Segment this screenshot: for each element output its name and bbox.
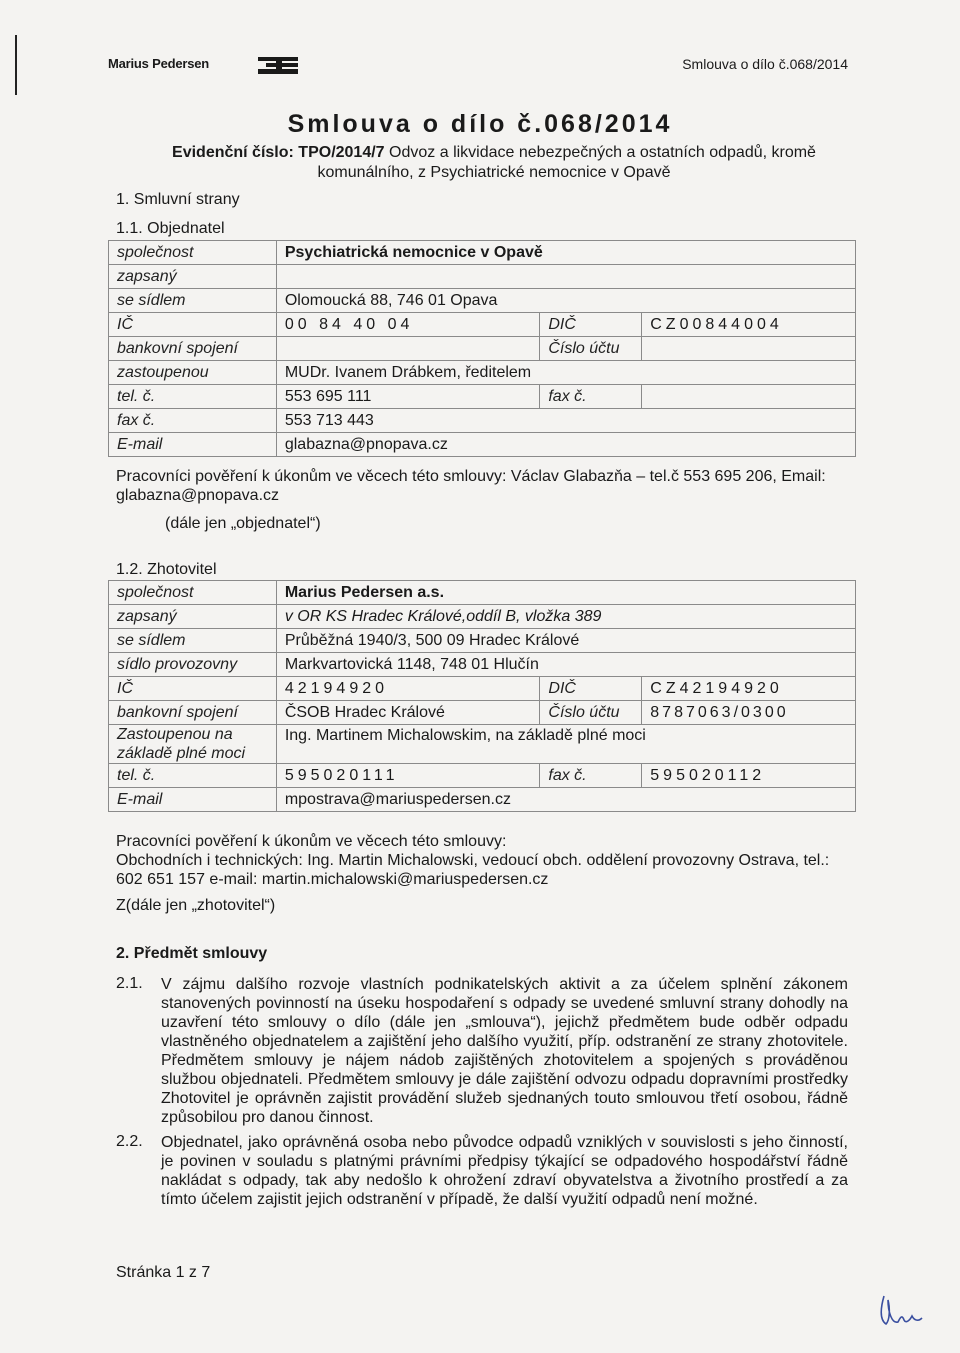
table-row bbox=[109, 289, 856, 313]
field-label: E-mail bbox=[109, 788, 277, 812]
zhotovitel-alias: Z(dále jen „zhotovitel“) bbox=[116, 897, 276, 914]
zhotovitel-dic: CZ42194920 bbox=[642, 677, 856, 701]
field-label: DIČ bbox=[540, 313, 642, 337]
objednatel-workers: Pracovníci pověření k úkonům ve věcech této smlouvy: Václav Glabazňa – tel.č 553 695 206, Email: glabazna@pnopava.cz bbox=[116, 468, 826, 504]
table-row bbox=[109, 581, 856, 605]
objednatel-bank bbox=[276, 337, 540, 361]
table-row bbox=[109, 605, 856, 629]
field-label: fax č. bbox=[540, 385, 642, 409]
table-row bbox=[109, 433, 856, 457]
evidence-number: TPO/2014/7 bbox=[298, 144, 385, 161]
zhotovitel-ic: 42194920 bbox=[276, 677, 540, 701]
objednatel-table bbox=[108, 240, 856, 457]
field-label: tel. č. bbox=[109, 764, 277, 788]
field-label: zapsaný bbox=[109, 605, 277, 629]
table-row bbox=[109, 677, 856, 701]
paragraph-number: 2.2. bbox=[116, 1133, 143, 1150]
subsection-objednatel: 1.1. Objednatel bbox=[116, 220, 225, 237]
table-row bbox=[109, 409, 856, 433]
zhotovitel-workers-heading: Pracovníci pověření k úkonům ve věcech této smlouvy: bbox=[116, 833, 507, 850]
zhotovitel-bank: ČSOB Hradec Králové bbox=[276, 701, 540, 725]
zhotovitel-account: 8787063/0300 bbox=[642, 701, 856, 725]
field-label: společnost bbox=[109, 241, 277, 265]
page-header bbox=[108, 54, 848, 80]
table-row bbox=[109, 313, 856, 337]
section-1-heading: 1. Smluvní strany bbox=[116, 191, 240, 208]
table-row bbox=[109, 385, 856, 409]
table-row bbox=[109, 629, 856, 653]
table-row bbox=[109, 653, 856, 677]
table-row bbox=[109, 788, 856, 812]
objednatel-email: glabazna@pnopava.cz bbox=[276, 433, 855, 457]
field-label: sídlo provozovny bbox=[109, 653, 277, 677]
field-label: se sídlem bbox=[109, 289, 277, 313]
zhotovitel-representative: Ing. Martinem Michalowskim, na základě plné moci bbox=[276, 725, 855, 764]
zhotovitel-registered: v OR KS Hradec Králové,oddíl B, vložka 389 bbox=[276, 605, 855, 629]
brand-name: Marius Pedersen bbox=[108, 56, 210, 71]
objednatel-representative: MUDr. Ivanem Drábkem, ředitelem bbox=[276, 361, 855, 385]
zhotovitel-fax: 595020112 bbox=[642, 764, 856, 788]
field-label: se sídlem bbox=[109, 629, 277, 653]
objednatel-registered bbox=[276, 265, 855, 289]
zhotovitel-address: Průběžná 1940/3, 500 09 Hradec Králové bbox=[276, 629, 855, 653]
zhotovitel-branch: Markvartovická 1148, 748 01 Hlučín bbox=[276, 653, 855, 677]
field-label: DIČ bbox=[540, 677, 642, 701]
evidence-line bbox=[154, 143, 834, 183]
objednatel-account bbox=[642, 337, 856, 361]
objednatel-company: Psychiatrická nemocnice v Opavě bbox=[276, 241, 855, 265]
field-label: bankovní spojení bbox=[109, 701, 277, 725]
evidence-text: Odvoz a likvidace nebezpečných a ostatních odpadů, kromě komunálního, z Psychiatrické nemocnice v Opavě bbox=[317, 144, 816, 181]
table-row bbox=[109, 361, 856, 385]
field-label: Zastoupenou na základě plné moci bbox=[109, 725, 277, 764]
evidence-label: Evidenční číslo: bbox=[172, 144, 294, 161]
table-row bbox=[109, 337, 856, 361]
page-footer: Stránka 1 z 7 bbox=[116, 1264, 211, 1281]
field-label: bankovní spojení bbox=[109, 337, 277, 361]
field-label: fax č. bbox=[109, 409, 277, 433]
subsection-zhotovitel: 1.2. Zhotovitel bbox=[116, 561, 217, 578]
objednatel-alias: (dále jen „objednatel“) bbox=[165, 515, 321, 532]
table-row bbox=[109, 764, 856, 788]
paragraph-2-1: V zájmu dalšího rozvoje vlastních podnikatelských aktivit a za účelem splnění zákonem stanovených povinností na úseku hospodaření s odpady se uvedené smluvní strany dohodly na uzavření této smlouvy o dílo (dále jen „smlouva“), jejichž předmětem bude odběr odpadu vlastněného objednatelem a zajištění jeho dalšího využití, příp. odstranění ze strany zhotovitele. Předmětem smlouvy je nájem nádob zajištěných zhotovitelem a spojených s prováděnou službou objednateli. Předmětem smlouvy je dále zajištění odvozu odpadu dopravními prostředky Zhotovitel je oprávněn zajistit provádění služeb sjednaných touto smlouvou třetí osobou, řádně způsobilou pro danou činnost. bbox=[161, 976, 848, 1126]
field-label: Číslo účtu bbox=[540, 337, 642, 361]
table-row bbox=[109, 265, 856, 289]
objednatel-fax-right bbox=[642, 385, 856, 409]
section-2-heading: 2. Předmět smlouvy bbox=[116, 945, 268, 962]
zhotovitel-table bbox=[108, 580, 856, 812]
field-label: IČ bbox=[109, 313, 277, 337]
field-label: E-mail bbox=[109, 433, 277, 457]
table-row bbox=[109, 241, 856, 265]
scan-margin-mark bbox=[15, 35, 17, 95]
objednatel-fax: 553 713 443 bbox=[276, 409, 855, 433]
field-label: IČ bbox=[109, 677, 277, 701]
table-row bbox=[109, 725, 856, 764]
objednatel-phone: 553 695 111 bbox=[276, 385, 540, 409]
zhotovitel-phone: 595020111 bbox=[276, 764, 540, 788]
document-title: Smlouva o dílo č.068/2014 bbox=[287, 110, 673, 138]
objednatel-dic: CZ00844004 bbox=[642, 313, 856, 337]
objednatel-ic: 00 84 40 04 bbox=[276, 313, 540, 337]
field-label: zapsaný bbox=[109, 265, 277, 289]
objednatel-address: Olomoucká 88, 746 01 Opava bbox=[276, 289, 855, 313]
table-row bbox=[109, 701, 856, 725]
field-label: fax č. bbox=[540, 764, 642, 788]
paragraph-number: 2.1. bbox=[116, 975, 143, 992]
zhotovitel-workers: Obchodních i technických: Ing. Martin Michalowski, vedoucí obch. oddělení provozovny Ostrava, tel.: 602 651 157 e-mail: martin.michalowski@mariuspedersen.cz bbox=[116, 852, 830, 888]
company-logo-icon bbox=[258, 57, 298, 75]
header-doc-ref: Smlouva o dílo č.068/2014 bbox=[682, 56, 848, 72]
field-label: Číslo účtu bbox=[540, 701, 642, 725]
field-label: zastoupenou bbox=[109, 361, 277, 385]
paragraph-2-2: Objednatel, jako oprávněná osoba nebo původce odpadů vzniklých v souvislosti s jeho činností, je povinen v souladu s platnými právními předpisy týkající se odpadového hospodářství řádně nakládat s odpady, tak aby nedošlo k ohrožení zdraví obyvatelstva a životního prostředí a za tímto účelem zajistit jejich odstranění v případě, že další využití odpadů není možné. bbox=[161, 1134, 848, 1208]
field-label: společnost bbox=[109, 581, 277, 605]
field-label: tel. č. bbox=[109, 385, 277, 409]
signature-initials-icon bbox=[876, 1290, 926, 1330]
zhotovitel-company: Marius Pedersen a.s. bbox=[276, 581, 855, 605]
zhotovitel-email: mpostrava@mariuspedersen.cz bbox=[276, 788, 855, 812]
